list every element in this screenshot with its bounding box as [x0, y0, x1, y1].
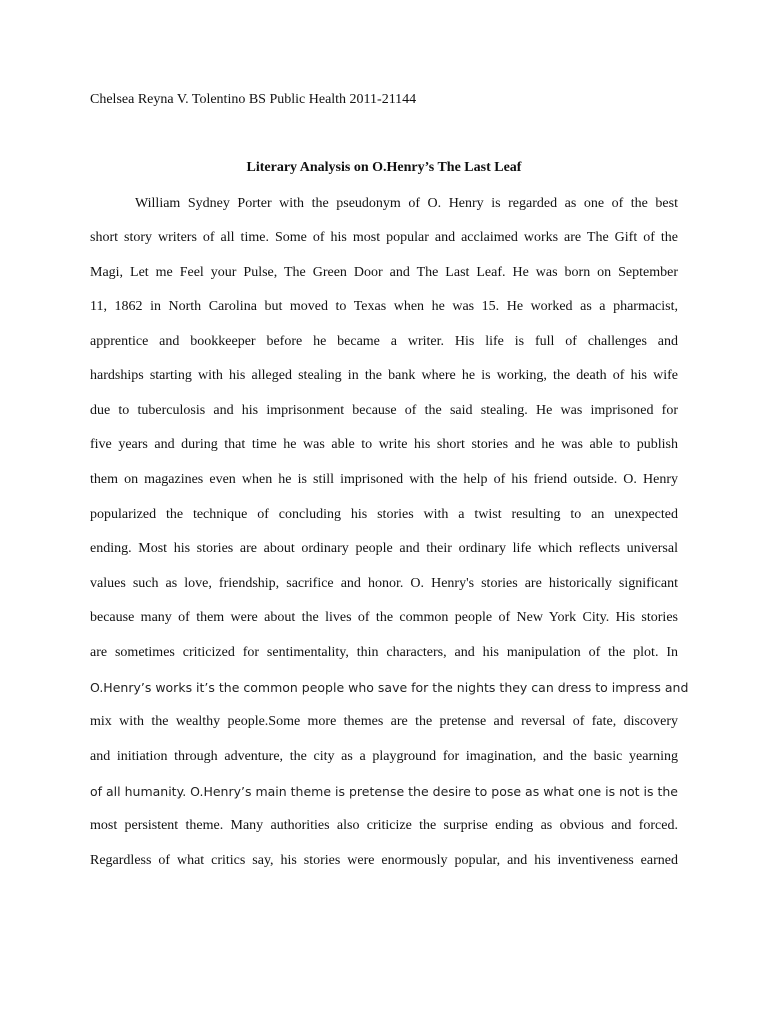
paragraph-line: Regardless of what critics say, his stories were enormously popular, and his inventiveness earned [90, 853, 678, 868]
paragraph-line: and initiation through adventure, the city as a playground for imagination, and the basic yearning [90, 749, 678, 764]
paragraph-line: are sometimes criticized for sentimentality, thin characters, and his manipulation of the plot. In [90, 645, 678, 660]
paragraph-line: them on magazines even when he is still imprisoned with the help of his friend outside. O. Henry [90, 472, 678, 487]
document-title: Literary Analysis on O.Henry’s The Last Leaf [246, 160, 522, 175]
author-header: Chelsea Reyna V. Tolentino BS Public Health 2011-21144 [90, 92, 417, 107]
paragraph-line: due to tuberculosis and his imprisonment because of the said stealing. He was imprisoned for [90, 403, 678, 418]
paragraph-line: most persistent theme. Many authorities also criticize the surprise ending as obvious and forced. [90, 818, 678, 833]
paragraph-line: short story writers of all time. Some of his most popular and acclaimed works are The Gift of the [90, 230, 678, 245]
paragraph-line: popularized the technique of concluding his stories with a twist resulting to an unexpected [90, 507, 678, 522]
paragraph-line: apprentice and bookkeeper before he became a writer. His life is full of challenges and [90, 334, 678, 349]
paragraph-line: Magi, Let me Feel your Pulse, The Green Door and The Last Leaf. He was born on September [90, 265, 678, 280]
paragraph-line: mix with the wealthy people.Some more themes are the pretense and reversal of fate, discovery [90, 714, 678, 729]
paragraph-line: 11, 1862 in North Carolina but moved to Texas when he was 15. He worked as a pharmacist, [90, 299, 678, 314]
paragraph-line: William Sydney Porter with the pseudonym of O. Henry is regarded as one of the best [135, 196, 678, 211]
paragraph-line: hardships starting with his alleged stealing in the bank where he is working, the death of his wife [90, 368, 678, 383]
paragraph-line: because many of them were about the lives of the common people of New York City. His stories [90, 610, 678, 625]
paragraph-line: ending. Most his stories are about ordinary people and their ordinary life which reflects universal [90, 541, 678, 556]
paragraph-line: O.Henry’s works it’s the common people who save for the nights they can dress to impress and [90, 680, 689, 695]
paragraph-line: of all humanity. O.Henry’s main theme is pretense the desire to pose as what one is not is the [90, 784, 678, 799]
paragraph-line: values such as love, friendship, sacrifice and honor. O. Henry's stories are historically significant [90, 576, 678, 591]
paragraph-line: five years and during that time he was able to write his short stories and he was able to publish [90, 437, 678, 452]
